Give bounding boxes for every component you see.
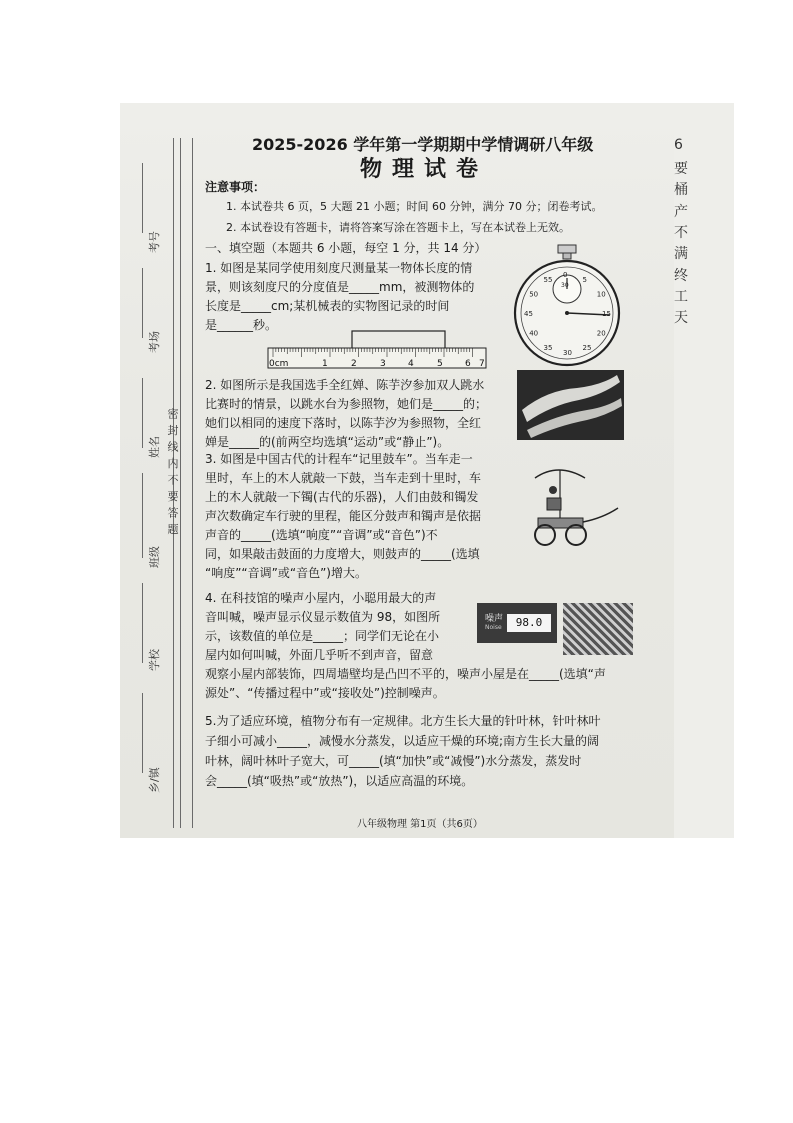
question-4-line: 音叫喊，噪声显示仪显示数值为 98，如图所	[205, 610, 441, 624]
stopwatch-dial-label: 0	[563, 271, 568, 279]
question-3-line: 上的木人就敲一下镯(古代的乐器)，人们由鼓和镯发	[205, 490, 479, 504]
ruler-label: 1	[322, 359, 328, 369]
stopwatch-dial-label: 10	[596, 290, 606, 299]
question-4-line: 示，该数值的单位是_____；同学们无论在小	[205, 629, 440, 643]
ruler-label: 2	[351, 359, 357, 369]
blank-line	[142, 583, 143, 663]
stopwatch-dial-label: 30	[563, 349, 572, 357]
blank-line	[142, 378, 143, 448]
field-label-exam-room: 考场	[148, 331, 161, 353]
stopwatch-dial-label: 45	[524, 310, 533, 318]
bleed-char: 工	[674, 289, 688, 305]
stopwatch-figure	[510, 243, 625, 368]
bleed-char: 不	[674, 225, 688, 241]
stopwatch-dial-label: 55	[543, 276, 553, 285]
page-footer: 八年级物理 第1页（共6页）	[357, 819, 483, 830]
bleed-char: 要	[674, 161, 688, 177]
question-5-line: 会_____(填“吸热”或“放热”)，以适应高温的环境。	[205, 774, 474, 788]
drum-cart-figure	[523, 460, 623, 550]
question-3-line: 同，如果敲击鼓面的力度增大，则鼓声的_____(选填	[205, 547, 480, 561]
bleed-char: 满	[674, 246, 688, 262]
stopwatch-dial-label: 25	[582, 343, 592, 352]
field-label-school: 学校	[148, 649, 161, 671]
bleed-char: 天	[674, 310, 688, 326]
stopwatch-dial-label: 15	[602, 310, 611, 318]
stopwatch-dial-label: 20	[596, 329, 606, 338]
noise-value: 98.0	[507, 614, 551, 632]
question-1-line: 景，则该刻度尺的分度值是_____mm，被测物体的	[205, 280, 475, 294]
wooden-figure-head	[549, 486, 557, 494]
question-4-line: 观察小屋内部装饰，四周墙壁均是凸凹不平的，噪声小屋是在_____(选填“声	[205, 667, 606, 681]
stopwatch-crown	[558, 245, 576, 253]
question-3-line: 里时，车上的木人就敲一下鼓，当车走到十里时，车	[205, 471, 482, 485]
exam-title-line1: 2025-2026 学年第一学期期中学情调研八年级	[252, 135, 594, 154]
blank-line	[142, 473, 143, 558]
section-heading: 一、填空题（本题共 6 小题，每空 1 分，共 14 分）	[205, 241, 487, 255]
binding-line-2	[180, 138, 181, 828]
binding-line-3	[192, 138, 193, 828]
ruler-label: 4	[408, 359, 414, 369]
question-2-line: 比赛时的情景，以跳水台为参照物，她们是_____的；	[205, 397, 488, 411]
stopwatch-dial-label: 40	[529, 329, 539, 338]
subdial-label: 30	[561, 282, 569, 289]
question-1-line: 1. 如图是某同学使用刻度尺测量某一物体长度的情	[205, 261, 473, 275]
field-label-exam-id: 考号	[148, 231, 161, 253]
question-3-line: 声音的_____(选填“响度”“音调”或“音色”)不	[205, 528, 438, 542]
field-label-name: 姓名	[148, 436, 161, 458]
bleed-char: 桶	[674, 182, 688, 198]
bleed-char: 终	[674, 268, 688, 284]
question-3-line: 声次数确定车行驶的里程，能区分鼓声和镯声是依据	[205, 509, 482, 523]
question-4-line: 源处”、“传播过程中”或“接收处”)控制噪声。	[205, 686, 445, 700]
noise-label-en: Noise	[485, 624, 502, 631]
stopwatch-pivot	[565, 311, 569, 315]
notice-heading: 注意事项：	[205, 180, 266, 194]
wall-texture-photo	[563, 603, 633, 655]
stopwatch-dial-label: 50	[529, 290, 539, 299]
bleed-char: 6	[674, 137, 683, 153]
question-2-line: 她们以相同的速度下落时，以陈芋汐为参照物，全红	[205, 416, 482, 430]
question-3-line: “响度”“音调”或“音色”)增大。	[205, 566, 367, 580]
ruler-figure	[265, 328, 490, 373]
noise-meter-display	[477, 603, 557, 643]
question-4-line: 屋内如何叫喊，外面几乎听不到声音，留意	[205, 648, 434, 662]
stopwatch-dial-label: 5	[582, 276, 587, 285]
question-5-line: 5.为了适应环境，植物分布有一定规律。北方生长大量的针叶林，针叶林叶	[205, 714, 601, 728]
blank-line	[142, 693, 143, 773]
ruler-label: 7	[479, 359, 485, 369]
cart-body	[538, 518, 583, 528]
ruler-label: 3	[380, 359, 386, 369]
shaft	[583, 508, 618, 522]
seal-line-warning: 密 封 线 内 不 要 答 题	[166, 408, 179, 536]
stopwatch-dial-label: 35	[543, 343, 553, 352]
question-1-line: 是______秒。	[205, 318, 278, 332]
noise-label-cn: 噪声	[485, 614, 504, 624]
stopwatch-stem	[563, 253, 571, 259]
bleed-char: 产	[674, 204, 688, 220]
field-label-class: 班级	[148, 546, 161, 568]
drum	[547, 498, 561, 510]
question-5-line: 叶林，阔叶林叶子宽大，可_____(填“加快”或“减慢”)水分蒸发，蒸发时	[205, 754, 582, 768]
question-5-line: 子细小可减小_____，减慢水分蒸发，以适应干燥的环境;南方生长大量的阔	[205, 734, 600, 748]
blank-line	[142, 268, 143, 338]
ruler-body	[268, 348, 486, 368]
question-2-line: 2. 如图所示是我国选手全红婵、陈芋汐参加双人跳水	[205, 378, 485, 392]
field-label-town: 乡/镇	[148, 767, 161, 793]
question-3-line: 3. 如图是中国古代的计程车“记里鼓车”。当车走一	[205, 452, 473, 466]
measured-object	[352, 331, 445, 349]
ruler-label: 0cm	[269, 359, 289, 369]
next-page-edge	[674, 103, 734, 838]
question-1-line: 长度是_____cm;某机械表的实物图记录的时间	[205, 299, 450, 313]
exam-title-line2: 物理试卷	[360, 157, 489, 182]
diving-photo	[517, 370, 624, 440]
ruler-label: 6	[465, 359, 471, 369]
blank-line	[142, 163, 143, 233]
notice-item-2: 2. 本试卷设有答题卡，请将答案写涂在答题卡上，写在本试卷上无效。	[226, 221, 570, 234]
question-2-line: 婵是_____的(前两空均选填“运动”或“静止”)。	[205, 435, 450, 449]
ruler-label: 5	[437, 359, 443, 369]
question-4-line: 4. 在科技馆的噪声小屋内，小聪用最大的声	[205, 591, 437, 605]
notice-item-1: 1. 本试卷共 6 页，5 大题 21 小题；时间 60 分钟，满分 70 分；闭卷考试。	[226, 200, 603, 213]
